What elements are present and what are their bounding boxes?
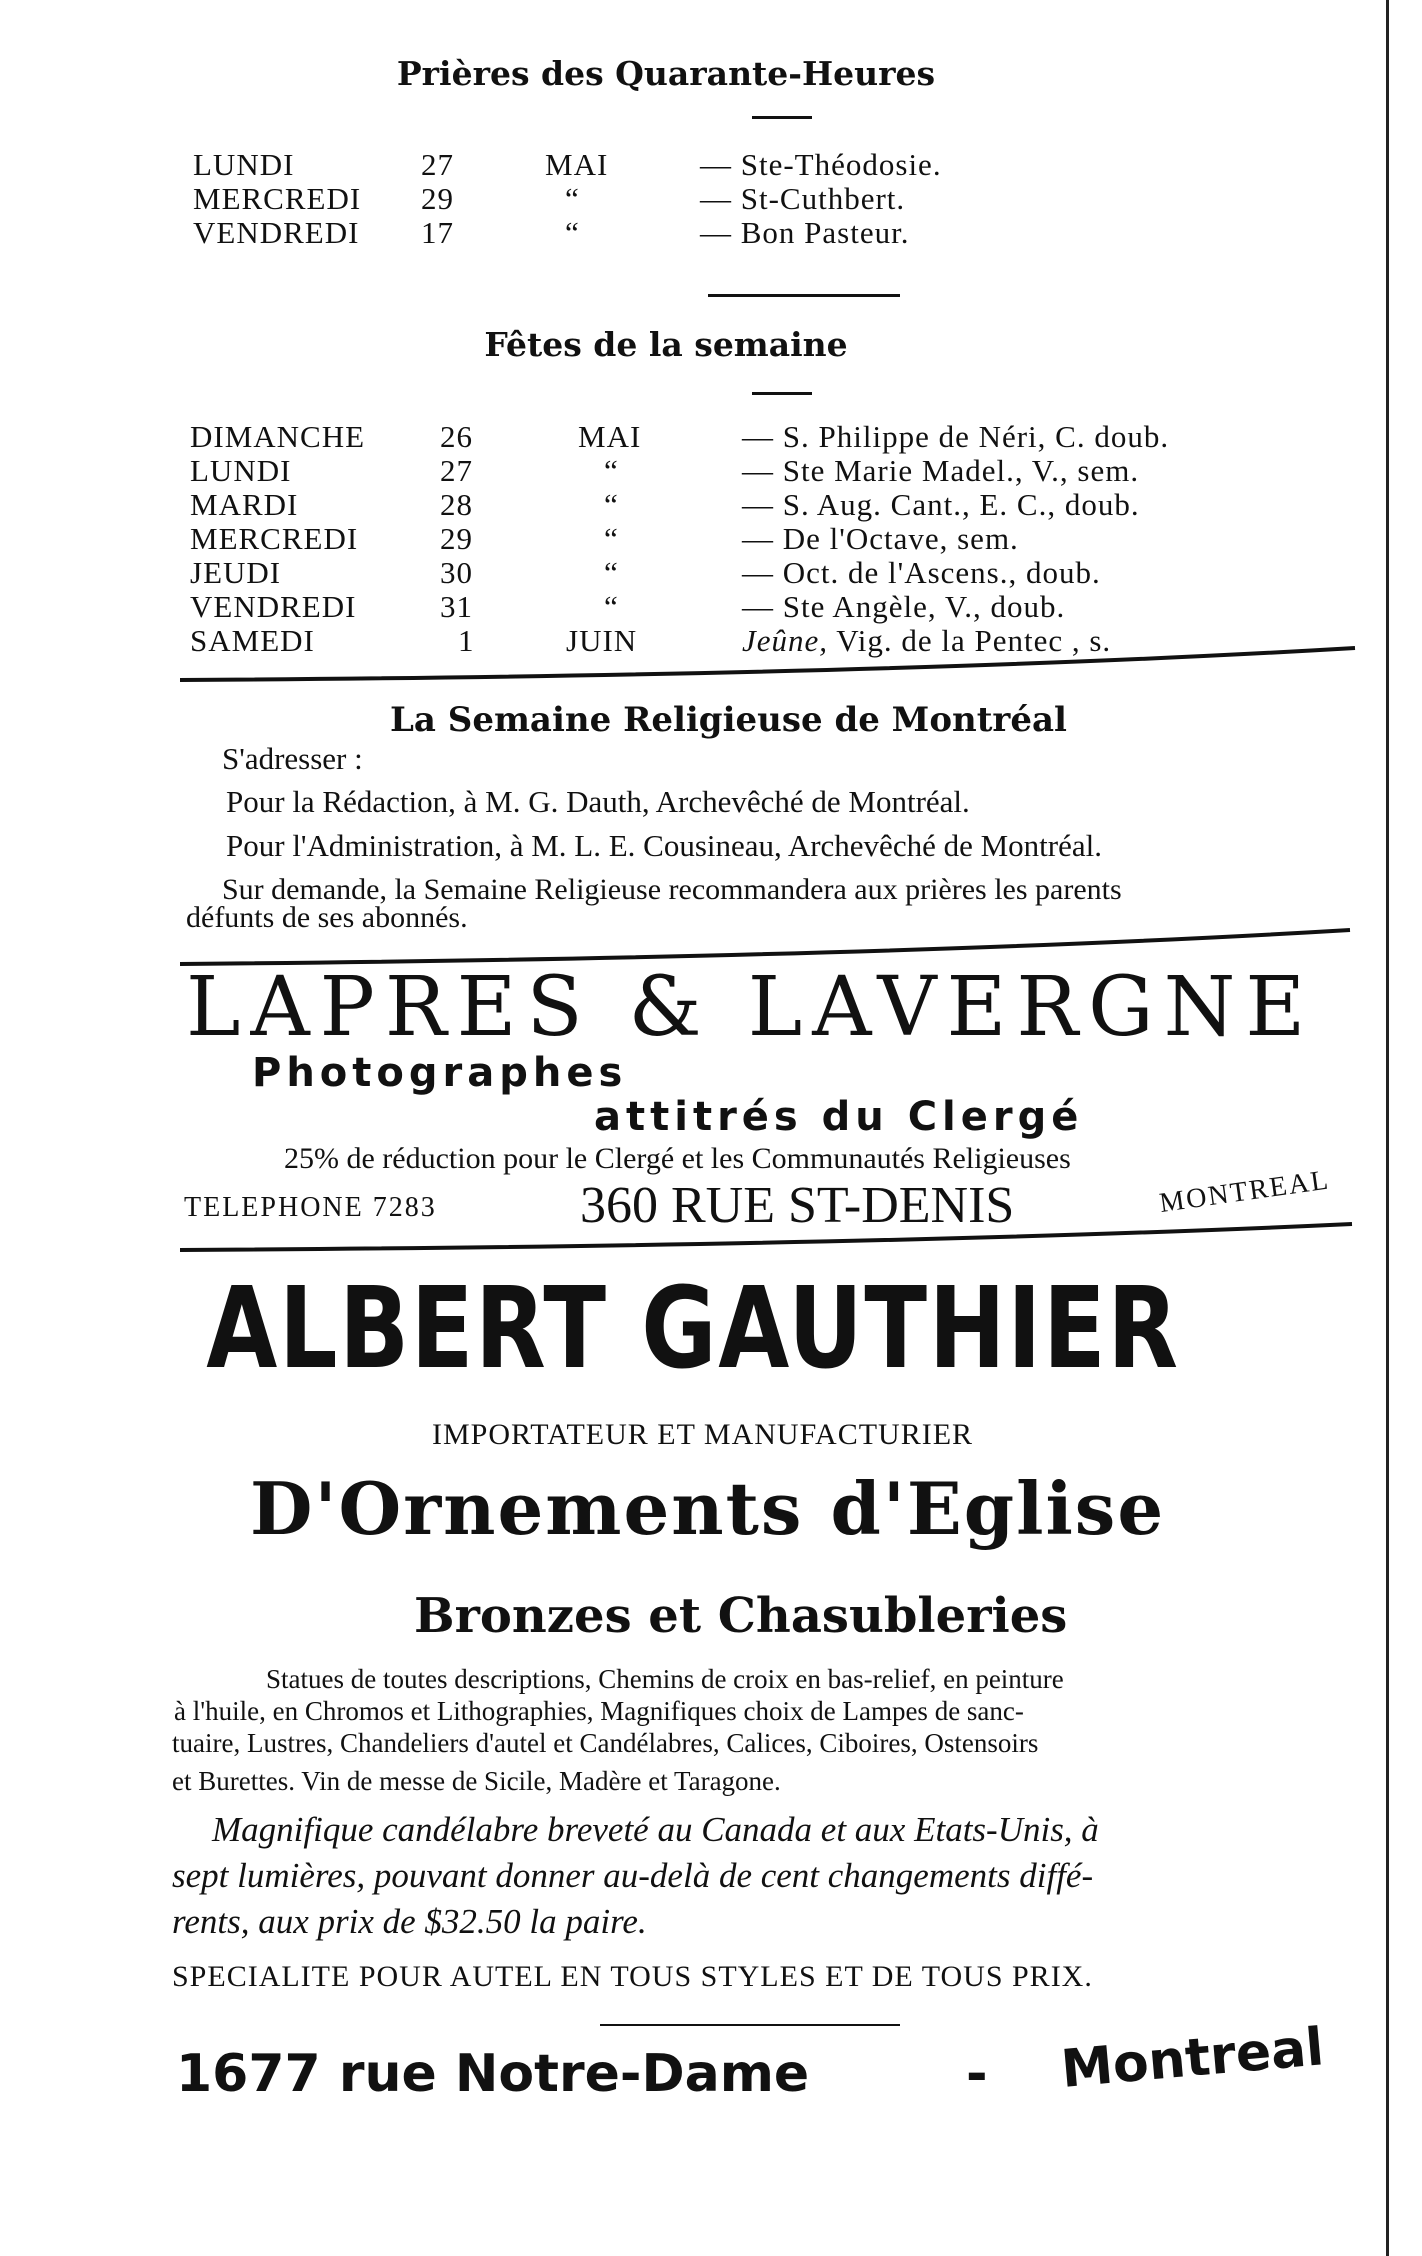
date: 26 bbox=[440, 419, 473, 454]
semaine-title: La Semaine Religieuse de Montréal bbox=[390, 700, 1067, 740]
gauthier-bronzes: Bronzes et Chasubleries bbox=[414, 1588, 1068, 1644]
month: “ bbox=[565, 181, 580, 216]
statues-line: tuaire, Lustres, Chandeliers d'autel et Candélabres, Calices, Ciboires, Ostensoirs bbox=[172, 1728, 1039, 1758]
magnifique-line: Magnifique candélabre breveté au Canada et aux Etats-Unis, à bbox=[212, 1810, 1099, 1849]
fetes-row bbox=[190, 454, 1290, 488]
address-separator: - bbox=[966, 2044, 988, 2104]
month: “ bbox=[565, 215, 580, 250]
month: JUIN bbox=[566, 623, 638, 658]
day: VENDREDI bbox=[193, 215, 360, 250]
statues-line: Statues de toutes descriptions, Chemins de croix en bas-relief, en peinture bbox=[266, 1664, 1064, 1694]
quarante-row bbox=[193, 148, 1193, 182]
fetes-row bbox=[190, 488, 1290, 522]
month: MAI bbox=[578, 419, 642, 454]
adresser-label: S'adresser : bbox=[222, 741, 363, 776]
divider-swash bbox=[180, 1216, 1360, 1256]
date: 31 bbox=[440, 589, 473, 624]
magnifique-line: rents, aux prix de $32.50 la paire. bbox=[172, 1902, 647, 1941]
day: DIMANCHE bbox=[190, 419, 366, 454]
divider bbox=[600, 2024, 900, 2026]
demande-line: Sur demande, la Semaine Religieuse recommandera aux prières les parents bbox=[222, 873, 1122, 906]
specialite-line: SPECIALITE POUR AUTEL EN TOUS STYLES ET DE TOUS PRIX. bbox=[172, 1960, 1093, 1993]
lapres-address: 360 RUE ST-DENIS bbox=[580, 1177, 1015, 1234]
gauthier-importateur: IMPORTATEUR ET MANUFACTURIER bbox=[432, 1418, 974, 1451]
fetes-row bbox=[190, 420, 1290, 454]
date: 17 bbox=[421, 215, 454, 250]
feast: — De l'Octave, sem. bbox=[742, 521, 1019, 556]
quarante-row bbox=[193, 216, 1193, 250]
day: LUNDI bbox=[190, 453, 292, 488]
feast-rest: Vig. de la Pentec , s. bbox=[828, 623, 1112, 658]
page-edge-line bbox=[1386, 0, 1389, 2256]
saint: — Bon Pasteur. bbox=[700, 215, 910, 250]
lapres-telephone: TELEPHONE 7283 bbox=[184, 1192, 437, 1223]
statues-line: à l'huile, en Chromos et Lithographies, Magnifiques choix de Lampes de sanc- bbox=[174, 1696, 1024, 1726]
fetes-title: Fêtes de la semaine bbox=[484, 325, 848, 364]
gauthier-address: 1677 rue Notre-Dame bbox=[176, 2044, 810, 2104]
divider bbox=[752, 392, 812, 395]
month: “ bbox=[604, 453, 619, 488]
quarante-row bbox=[193, 182, 1193, 216]
month: “ bbox=[604, 521, 619, 556]
quarante-table bbox=[193, 148, 1193, 250]
day: JEUDI bbox=[190, 555, 282, 590]
gauthier-city: Montreal bbox=[1058, 2017, 1327, 2100]
lapres-clerge: attitrés du Clergé bbox=[594, 1094, 1084, 1140]
day: SAMEDI bbox=[190, 623, 315, 658]
month: “ bbox=[604, 555, 619, 590]
saint: — St-Cuthbert. bbox=[700, 181, 906, 216]
fetes-row bbox=[190, 522, 1290, 556]
redaction-line: Pour la Rédaction, à M. G. Dauth, Archevêché de Montréal. bbox=[226, 784, 970, 819]
date: 1 bbox=[458, 623, 475, 658]
day: MARDI bbox=[190, 487, 299, 522]
divider-swash bbox=[180, 640, 1360, 684]
date: 29 bbox=[440, 521, 473, 556]
magnifique-line: sept lumières, pouvant donner au-delà de cent changements diffé- bbox=[172, 1856, 1094, 1895]
feast: — Ste Marie Madel., V., sem. bbox=[742, 453, 1140, 488]
date: 29 bbox=[421, 181, 454, 216]
feast-emphasis: Jeûne, bbox=[742, 623, 829, 658]
day: LUNDI bbox=[193, 147, 295, 182]
month: “ bbox=[604, 589, 619, 624]
fetes-row bbox=[190, 556, 1290, 590]
feast: — S. Philippe de Néri, C. doub. bbox=[742, 419, 1170, 454]
lapres-reduction: 25% de réduction pour le Clergé et les Communautés Religieuses bbox=[284, 1142, 1071, 1175]
defunts-line: défunts de ses abonnés. bbox=[186, 901, 468, 934]
date: 27 bbox=[421, 147, 454, 182]
divider bbox=[752, 116, 812, 119]
divider bbox=[708, 294, 900, 297]
feast: — Oct. de l'Ascens., doub. bbox=[742, 555, 1101, 590]
day: MERCREDI bbox=[193, 181, 362, 216]
statues-line: et Burettes. Vin de messe de Sicile, Madère et Taragone. bbox=[172, 1766, 781, 1796]
fetes-table bbox=[190, 420, 1290, 658]
fetes-row bbox=[190, 590, 1290, 624]
date: 27 bbox=[440, 453, 473, 488]
saint: — Ste-Théodosie. bbox=[700, 147, 942, 182]
date: 28 bbox=[440, 487, 473, 522]
day: MERCREDI bbox=[190, 521, 359, 556]
administration-line: Pour l'Administration, à M. L. E. Cousineau, Archevêché de Montréal. bbox=[226, 828, 1102, 863]
lapres-city: MONTREAL bbox=[1157, 1164, 1332, 1220]
month: “ bbox=[604, 487, 619, 522]
gauthier-ornements: D'Ornements d'Eglise bbox=[250, 1466, 1166, 1551]
feast: — Ste Angèle, V., doub. bbox=[742, 589, 1066, 624]
quarante-title: Prières des Quarante-Heures bbox=[396, 54, 936, 93]
lapres-name: LAPRES & LAVERGNE bbox=[186, 960, 1316, 1055]
date: 30 bbox=[440, 555, 473, 590]
month: MAI bbox=[545, 147, 609, 182]
gauthier-name: ALBERT GAUTHIER bbox=[206, 1264, 1180, 1394]
feast: — S. Aug. Cant., E. C., doub. bbox=[742, 487, 1140, 522]
lapres-photographes: Photographes bbox=[252, 1050, 628, 1096]
day: VENDREDI bbox=[190, 589, 357, 624]
